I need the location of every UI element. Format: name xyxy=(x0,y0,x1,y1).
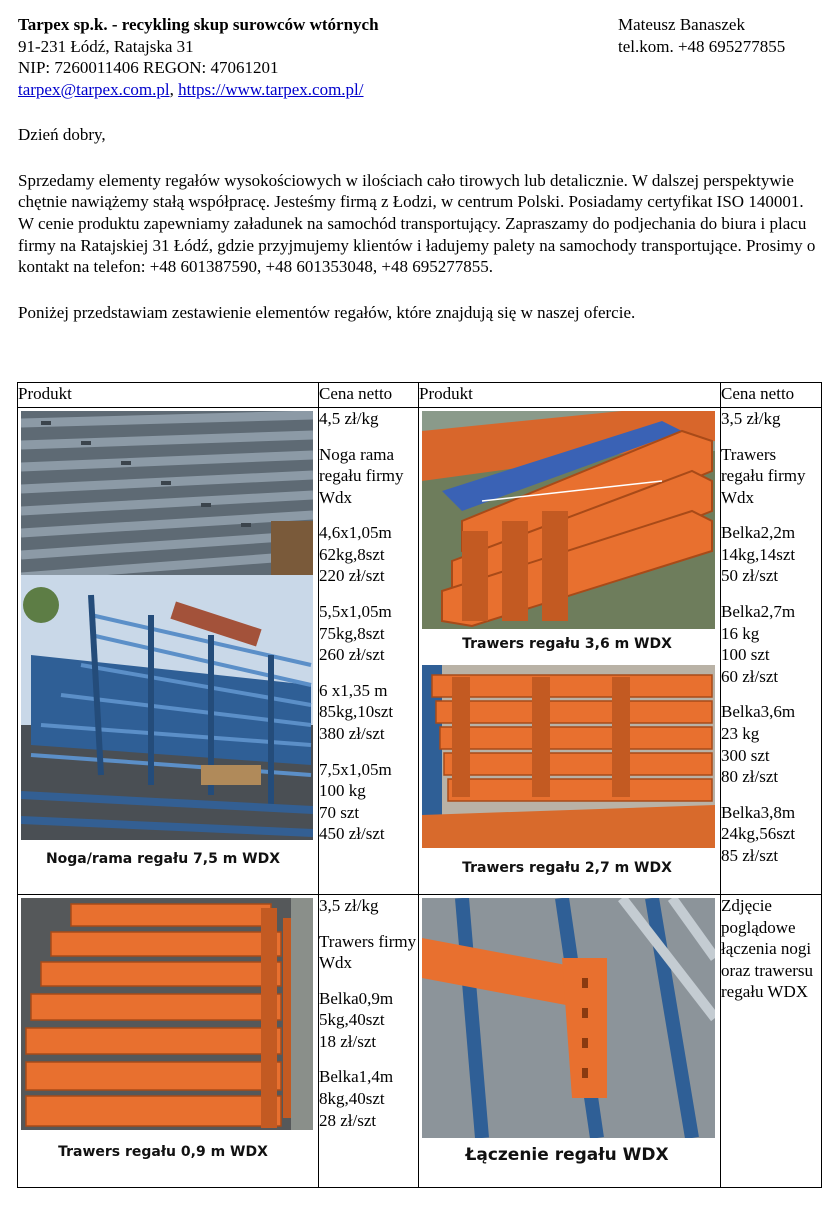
beam-09-caption: Trawers regału 0,9 m WDX xyxy=(58,1144,268,1160)
beam-item-1-qty: 14kg,14szt xyxy=(721,544,796,564)
greeting: Dzień dobry, xyxy=(18,125,106,145)
beam-item-4 xyxy=(721,802,821,867)
beam-photos xyxy=(419,408,720,894)
lead-paragraph: Poniżej przedstawiam zestawienie elementów regałów, które znajdują się w naszej ofercie. xyxy=(18,302,636,322)
short-beam-photo-cell xyxy=(18,895,319,1188)
frame-price-per-kg: 4,5 zł/kg xyxy=(319,409,379,428)
table-header-row xyxy=(18,383,822,408)
contact-name: Mateusz Banaszek xyxy=(618,15,745,34)
table-row xyxy=(18,408,822,895)
short-beam-item-1-size: Belka0,9m xyxy=(319,988,394,1008)
frame-item-3-qty: 85kg,10szt xyxy=(319,702,394,722)
short-beam-item-1-price: 18 zł/szt xyxy=(319,1031,377,1051)
beam-item-4-price: 85 zł/szt xyxy=(721,845,779,865)
short-beam-item-2-size: Belka1,4m xyxy=(319,1067,394,1087)
frame-item-4-price: 450 zł/szt xyxy=(319,824,385,844)
frame-item-3 xyxy=(319,680,418,745)
short-beam-price-cell xyxy=(319,895,419,1188)
beam-title: Trawers regału firmy Wdx xyxy=(721,444,806,507)
frame-item-4-size: 7,5x1,05m xyxy=(319,759,392,779)
beam-item-2 xyxy=(721,601,821,687)
grey-frames-image xyxy=(21,411,313,575)
joint-note: Zdjęcie poglądowe łączenia nogi oraz trawersu regału WDX xyxy=(721,896,814,1002)
short-beam-item-2-qty: 8kg,40szt xyxy=(319,1089,385,1109)
beam-item-3-size: Belka3,6m xyxy=(721,702,796,722)
frame-item-2-qty: 75kg,8szt xyxy=(319,623,385,643)
beam-price-cell xyxy=(721,408,822,895)
frame-item-1-qty: 62kg,8szt xyxy=(319,544,385,564)
beam-item-3-weight: 23 kg xyxy=(721,723,760,743)
short-beam-item-2-price: 28 zł/szt xyxy=(319,1110,377,1130)
letter-header xyxy=(18,14,818,100)
joint-note-cell xyxy=(721,895,822,1188)
frame-price-cell xyxy=(319,408,419,895)
company-name: Tarpex sp.k. - recykling skup surowców wtórnych xyxy=(18,15,379,34)
beam-item-2-qty: 100 szt xyxy=(721,645,770,665)
frame-caption: Noga/rama regału 7,5 m WDX xyxy=(45,851,281,867)
beam-item-2-size: Belka2,7m xyxy=(721,602,796,622)
header-price-1: Cena netto xyxy=(319,383,419,408)
frame-item-2 xyxy=(319,601,418,666)
company-address: 91-231 Łódź, Ratajska 31 xyxy=(18,36,194,56)
frame-item-2-price: 260 zł/szt xyxy=(319,645,385,665)
company-block xyxy=(18,14,578,100)
frame-item-1 xyxy=(319,522,418,587)
beam-09-image xyxy=(21,898,313,1130)
joint-caption: Łączenie regału WDX xyxy=(465,1145,669,1165)
beam-item-1-price: 50 zł/szt xyxy=(721,566,779,586)
contact-block xyxy=(618,14,818,100)
frame-item-3-size: 6 x1,35 m xyxy=(319,680,388,700)
company-links xyxy=(18,79,578,101)
letter xyxy=(18,14,818,323)
frame-item-1-price: 220 zł/szt xyxy=(319,566,385,586)
frame-item-1-size: 4,6x1,05m xyxy=(319,523,392,543)
offer-table xyxy=(17,382,822,1188)
beam-36-caption: Trawers regału 3,6 m WDX xyxy=(462,636,672,652)
beam-27-image xyxy=(422,665,715,848)
header-price-2: Cena netto xyxy=(721,383,822,408)
intro-paragraph: Sprzedamy elementy regałów wysokościowych w ilościach cało tirowych lub detalicznie. W dalszej perspektywie chętnie nawiążemy stałą współpracę. Jesteśmy firmą z Łodzi, w centrum Polski. Posiadamy certyfikat ISO 140001. W cenie produktu zapewniamy załadunek na samochód transportujący. Zapraszamy do podjechania do biura i placu firmy na Ratajskiej 31 Łódź, gdzie przyjmujemy klientów i ładujemy palety na samochody transportujące. Prosimy o kontakt na telefon: +48 601387590, +48 601353048, +48 695277855. xyxy=(18,170,816,277)
short-beam-title: Trawers firmy Wdx xyxy=(319,931,417,973)
website-link[interactable]: https://www.tarpex.com.pl/ xyxy=(178,79,364,99)
blue-frames-image xyxy=(21,575,313,840)
joint-photo-cell xyxy=(419,895,721,1188)
link-separator: , xyxy=(169,79,179,99)
beam-item-3 xyxy=(721,701,821,787)
header-product-2: Produkt xyxy=(419,383,721,408)
beam-price-per-kg: 3,5 zł/kg xyxy=(721,409,781,428)
frame-photo-cell xyxy=(18,408,319,895)
short-beam-price-per-kg: 3,5 zł/kg xyxy=(319,896,379,915)
frame-item-4 xyxy=(319,759,418,845)
frame-item-4-weight: 100 kg xyxy=(319,781,366,801)
joint-photo xyxy=(419,895,720,1187)
joint-image xyxy=(422,898,715,1138)
beam-item-2-weight: 16 kg xyxy=(721,623,760,643)
frame-item-4-qty: 70 szt xyxy=(319,802,360,822)
beam-item-3-qty: 300 szt xyxy=(721,745,770,765)
beam-27-caption: Trawers regału 2,7 m WDX xyxy=(462,860,672,876)
short-beam-item-1 xyxy=(319,988,418,1053)
header-product-1: Produkt xyxy=(18,383,319,408)
short-beam-item-2 xyxy=(319,1066,418,1131)
frame-item-3-price: 380 zł/szt xyxy=(319,723,385,743)
beam-36-image xyxy=(422,411,715,629)
beam-item-4-size: Belka3,8m xyxy=(721,802,796,822)
short-beam-photo xyxy=(18,895,318,1187)
short-beam-item-1-qty: 5kg,40szt xyxy=(319,1010,385,1030)
beam-item-4-qty: 24kg,56szt xyxy=(721,824,796,844)
beam-item-2-price: 60 zł/szt xyxy=(721,666,779,686)
email-link[interactable]: tarpex@tarpex.com.pl xyxy=(18,79,170,99)
beam-item-1-size: Belka2,2m xyxy=(721,523,796,543)
frame-item-2-size: 5,5x1,05m xyxy=(319,602,392,622)
frame-photo xyxy=(18,408,318,894)
beam-item-3-price: 80 zł/szt xyxy=(721,767,779,787)
beam-photo-cell xyxy=(419,408,721,895)
contact-phone: tel.kom. +48 695277855 xyxy=(618,36,786,56)
beam-item-1 xyxy=(721,522,821,587)
frame-title: Noga rama regału firmy Wdx xyxy=(319,444,404,507)
table-row xyxy=(18,895,822,1188)
company-ids: NIP: 7260011406 REGON: 47061201 xyxy=(18,58,279,78)
